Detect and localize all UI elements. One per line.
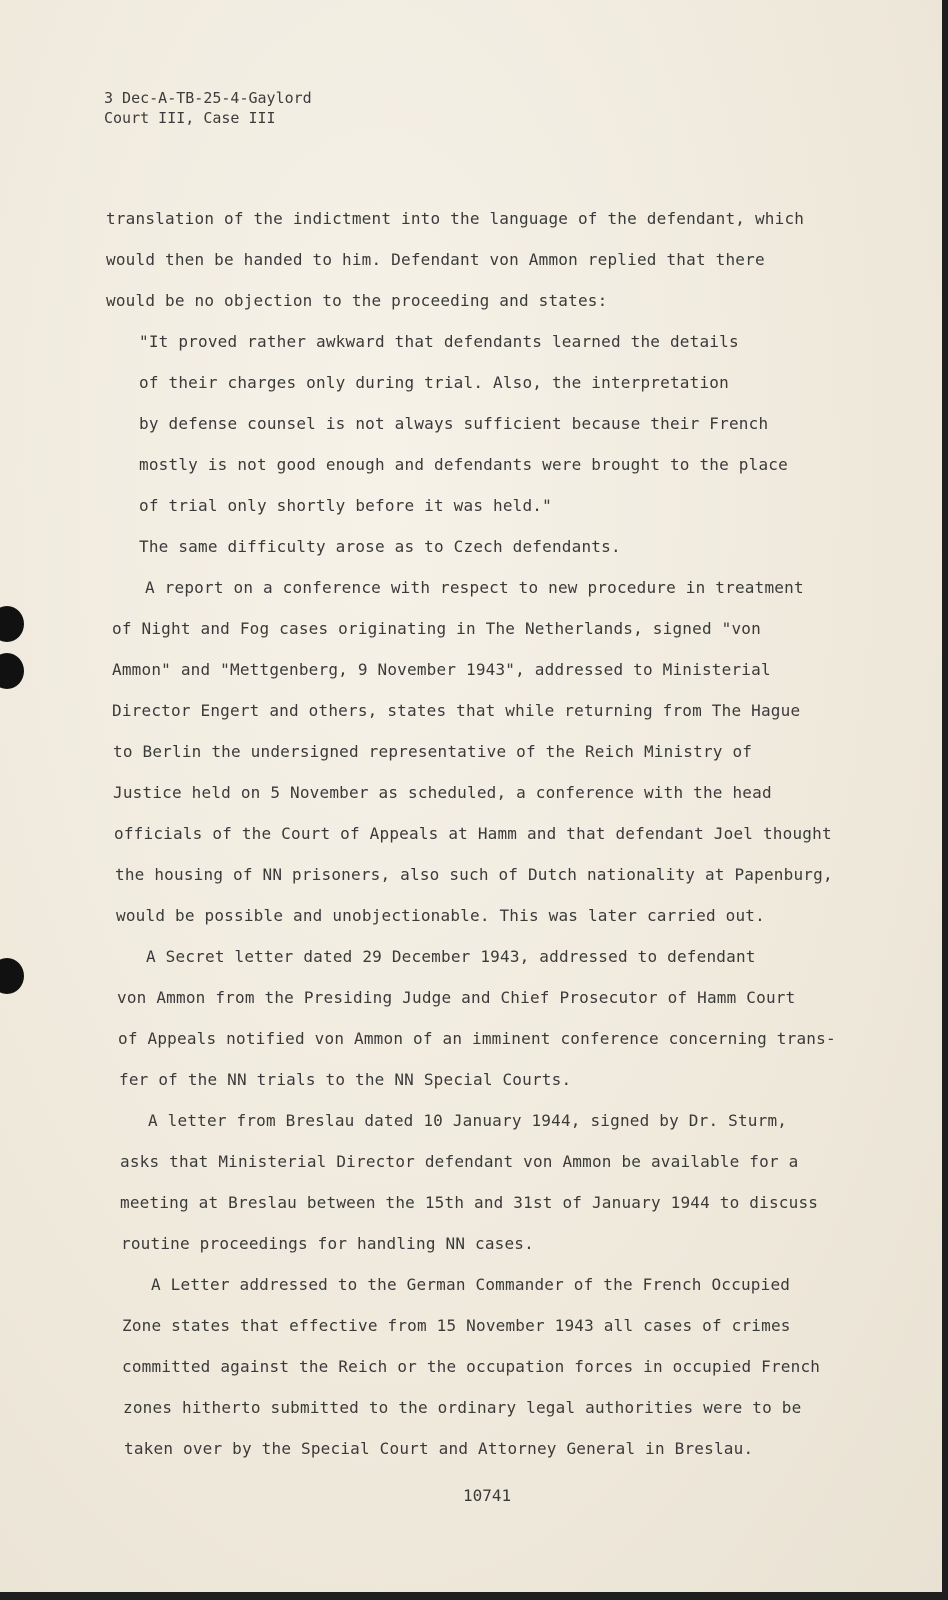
text-line: A Letter addressed to the German Commander of the French Occupied [151,1275,791,1294]
text-line: fer of the NN trials to the NN Special Courts. [119,1070,572,1089]
text-line: Zone states that effective from 15 November 1943 all cases of crimes [122,1316,791,1335]
text-line: von Ammon from the Presiding Judge and Chief Prosecutor of Hamm Court [117,988,796,1007]
text-line: by defense counsel is not always sufficient because their French [139,414,769,433]
text-line: would then be handed to him. Defendant von Ammon replied that there [106,250,765,269]
text-line: of their charges only during trial. Also, the interpretation [139,373,729,392]
text-line: would be no objection to the proceeding and states: [106,291,608,310]
text-line: committed against the Reich or the occupation forces in occupied French [122,1357,821,1376]
text-line: the housing of NN prisoners, also such of Dutch nationality at Papenburg, [115,865,833,884]
text-line: taken over by the Special Court and Attorney General in Breslau. [124,1439,754,1458]
text-line: A report on a conference with respect to new procedure in treatment [145,578,804,597]
text-line: The same difficulty arose as to Czech defendants. [139,537,621,556]
scan-border [942,0,948,1600]
text-line: translation of the indictment into the language of the defendant, which [106,209,805,228]
text-line: of trial only shortly before it was held." [139,496,552,515]
text-line: of Appeals notified von Ammon of an imminent conference concerning trans- [118,1029,836,1048]
text-line: Ammon" and "Mettgenberg, 9 November 1943", addressed to Ministerial [112,660,771,679]
text-line: would be possible and unobjectionable. This was later carried out. [116,906,765,925]
scan-border [0,1592,948,1600]
text-line: of Night and Fog cases originating in The Netherlands, signed "von [112,619,761,638]
text-line: Justice held on 5 November as scheduled, a conference with the head [113,783,772,802]
text-line: meeting at Breslau between the 15th and 31st of January 1944 to discuss [120,1193,819,1212]
text-line: A letter from Breslau dated 10 January 1944, signed by Dr. Sturm, [148,1111,788,1130]
text-line: routine proceedings for handling NN cases. [121,1234,534,1253]
text-line: mostly is not good enough and defendants were brought to the place [139,455,788,474]
punch-hole [0,653,24,689]
document-header [104,88,312,128]
text-line: Director Engert and others, states that while returning from The Hague [112,701,801,720]
page-number: 10741 [463,1486,512,1505]
punch-hole [0,606,24,642]
punch-hole [0,958,24,994]
header-court-case: Court III, Case III [104,109,276,127]
text-line: officials of the Court of Appeals at Hamm and that defendant Joel thought [114,824,832,843]
text-line: A Secret letter dated 29 December 1943, addressed to defendant [146,947,756,966]
text-line: zones hitherto submitted to the ordinary legal authorities were to be [123,1398,802,1417]
text-line: asks that Ministerial Director defendant von Ammon be available for a [120,1152,799,1171]
header-reference: 3 Dec-A-TB-25-4-Gaylord [104,89,312,107]
text-line: "It proved rather awkward that defendants learned the details [139,332,739,351]
text-line: to Berlin the undersigned representative of the Reich Ministry of [113,742,753,761]
